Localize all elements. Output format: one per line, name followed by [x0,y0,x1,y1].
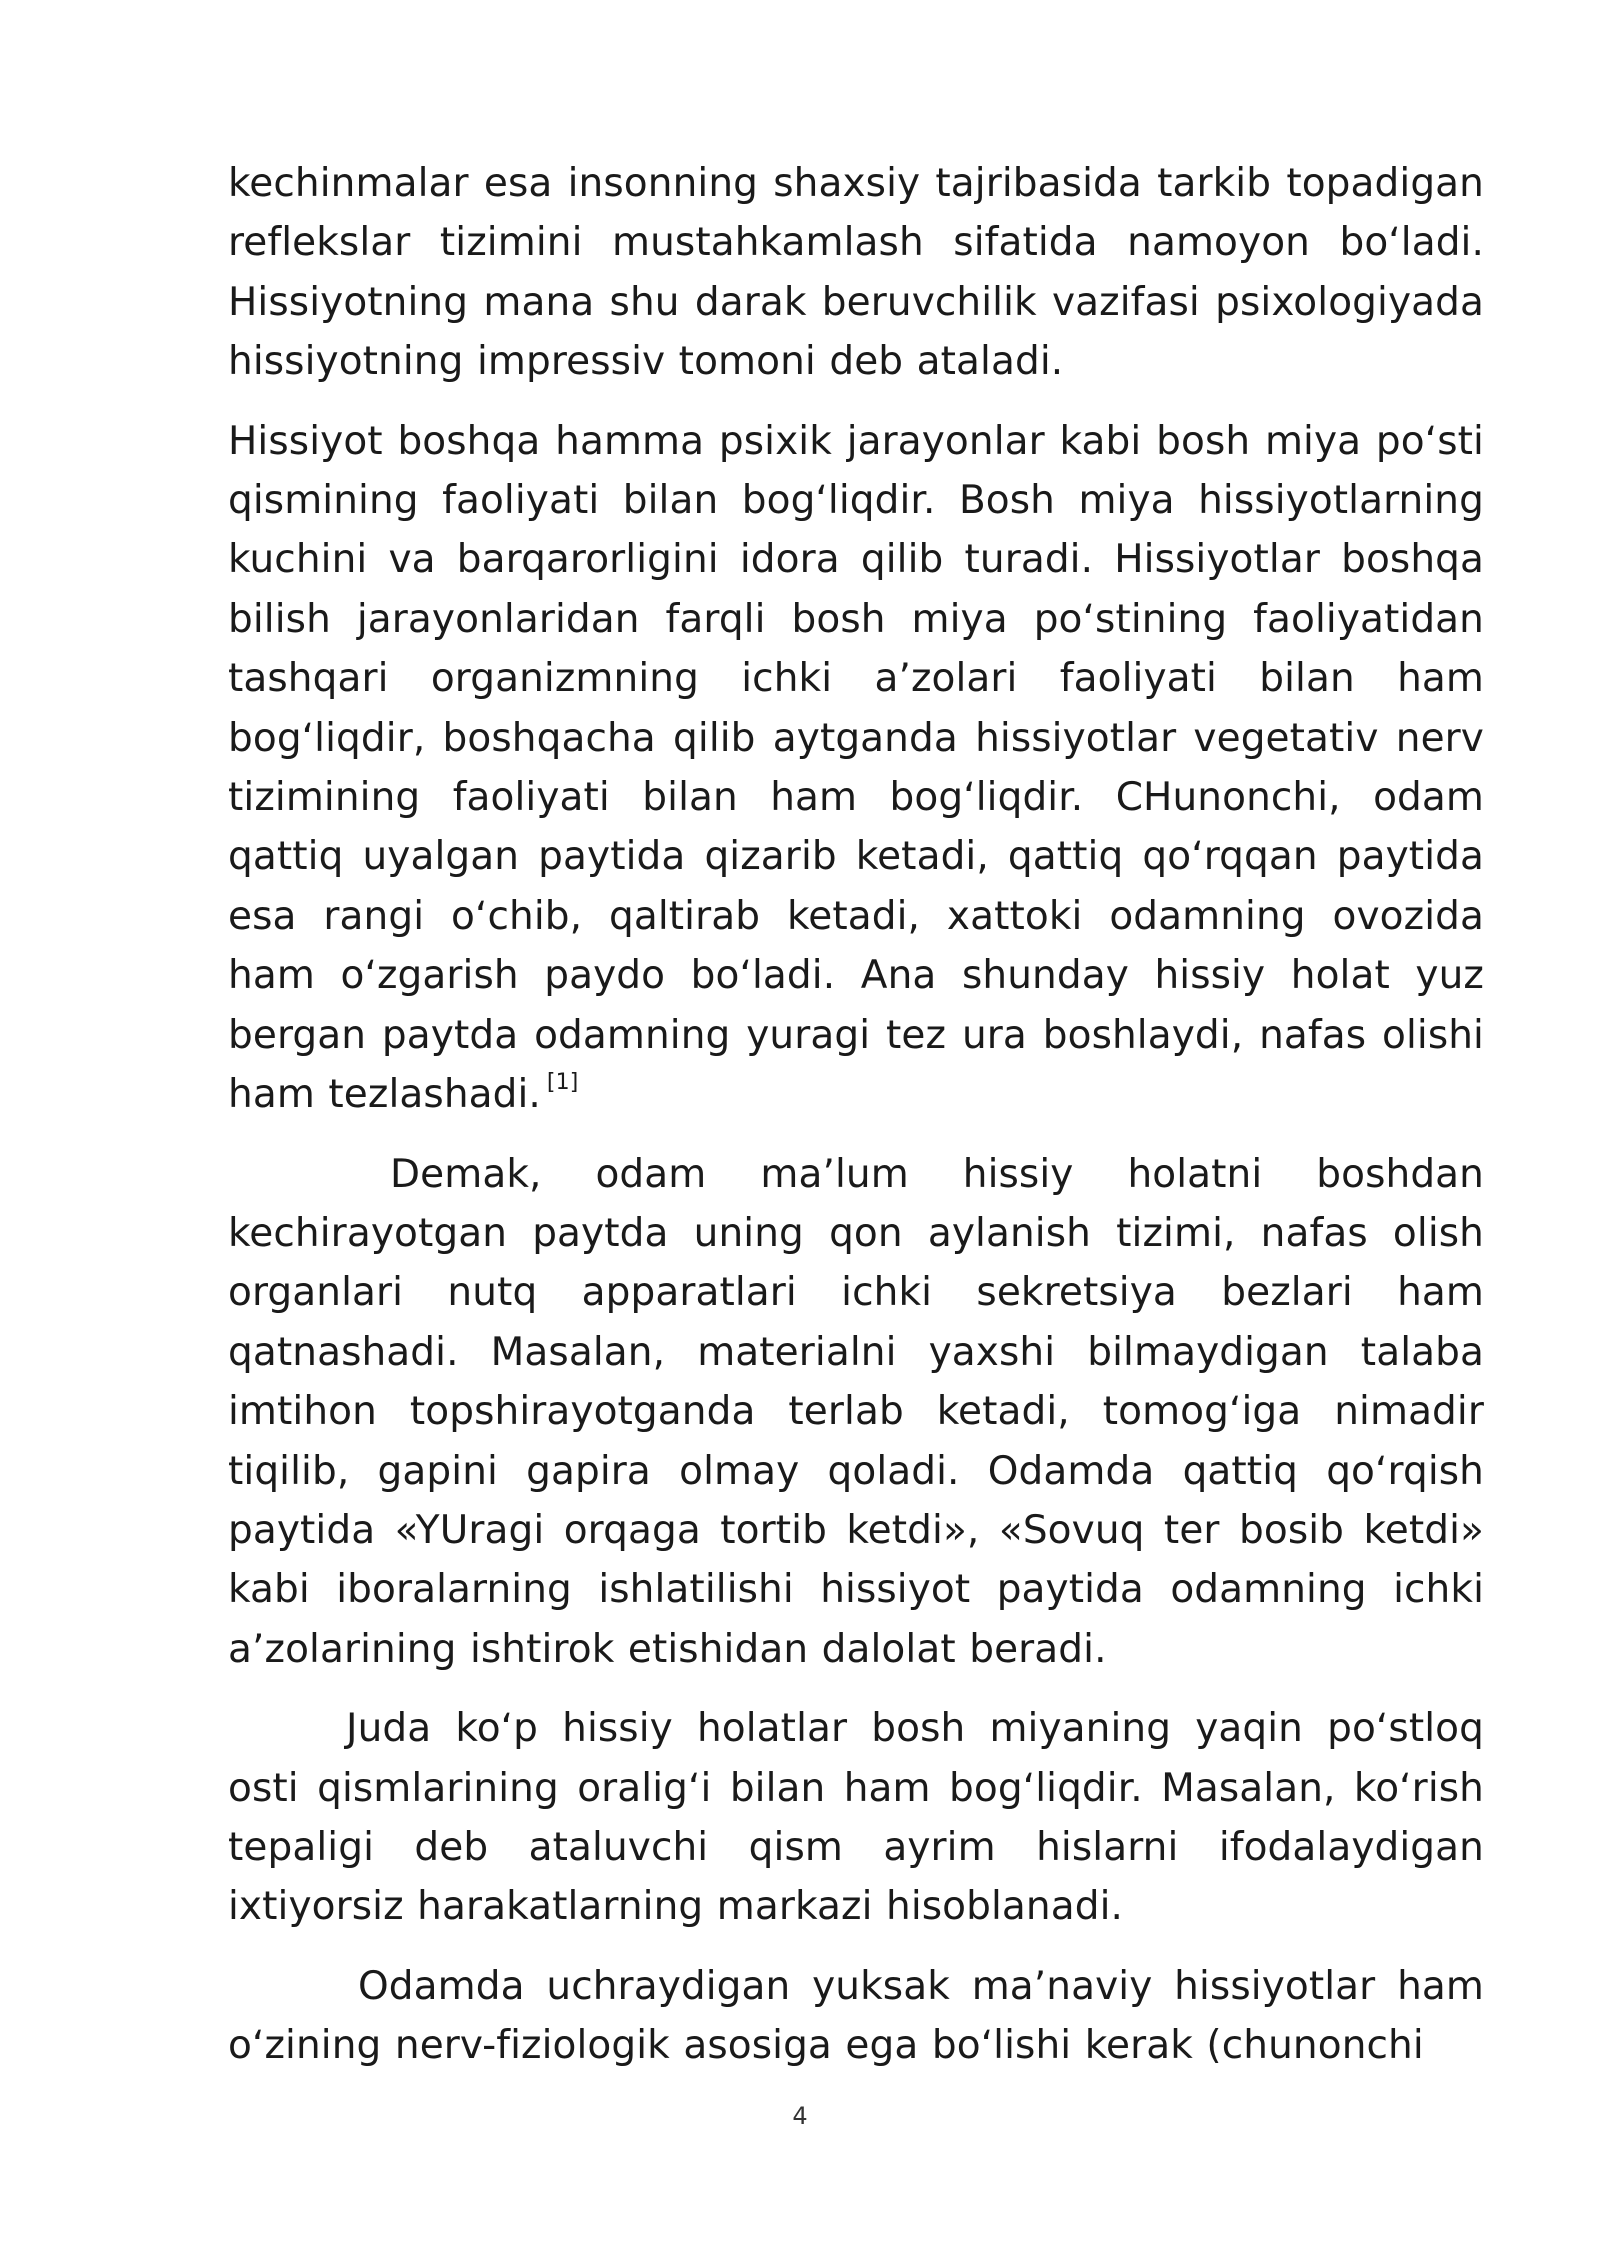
paragraph-4: Juda ko‘p hissiy holatlar bosh miyaning yaqin po‘stloq osti qismlarining oralig‘i bilan ham bog‘liqdir. Masalan, ko‘rish tepaligi deb ataluvchi qism ayrim hislarni ifodalaydigan ixtiyorsiz harakatlarning markazi hisoblanadi. [228,1706,1484,1930]
paragraph-5: Odamda uchraydigan yuksak ma’naviy hissiyotlar ham o‘zining nerv-fiziologik asosiga ega bo‘lishi kerak (chunonchi [228,1963,1484,2069]
paragraph-2 [228,412,1484,1125]
paragraph-1: kechinmalar esa insonning shaxsiy tajribasida tarkib topadigan reflekslar tizimini mustahkamlash sifatida namoyon bo‘ladi. Hissiyotning mana shu darak beruvchilik vazifasi psixologiyada hissiyotning impressiv tomoni deb ataladi. [228,161,1484,385]
document-page [228,154,1484,2096]
paragraph-2-text: Hissiyot boshqa hamma psixik jarayonlar kabi bosh miya po‘sti qismining faoliyati bilan bog‘liqdir. Bosh miya hissiyotlarning kuchini va barqarorligini idora qilib turadi. Hissiyotlar boshqa bilish jarayonlaridan farqli bosh miya po‘stining faoliyatidan tashqari organizmning ichki a’zolari faoliyati bilan ham bog‘liqdir, boshqacha qilib aytganda hissiyotlar vegetativ nerv tizimining faoliyati bilan ham bog‘liqdir. CHunonchi, odam qattiq uyalgan paytida qizarib ketadi, qattiq qo‘rqqan paytida esa rangi o‘chib, qaltirab ketadi, xattoki odamning ovozida ham o‘zgarish paydo bo‘ladi. Ana shunday hissiy holat yuz bergan paytda odamning yuragi tez ura boshlaydi, nafas olishi ham tezlashadi. [228,418,1484,1118]
footnote-reference[interactable]: [1] [546,1070,579,1096]
paragraph-3: Demak, odam ma’lum hissiy holatni boshdan kechirayotgan paytda uning qon aylanish tizimi, nafas olish organlari nutq apparatlari ichki sekretsiya bezlari ham qatnashadi. Masalan, materialni yaxshi bilmaydigan talaba imtihon topshirayotganda terlab ketadi, tomog‘iga nimadir tiqilib, gapini gapira olmay qoladi. Odamda qattiq qo‘rqish paytida «YUragi orqaga tortib ketdi», «Sovuq ter bosib ketdi» kabi iboralarning ishlatilishi hissiyot paytida odamning ichki a’zolarining ishtirok etishidan dalolat beradi. [228,1151,1484,1672]
page-number: 4 [792,2102,808,2130]
